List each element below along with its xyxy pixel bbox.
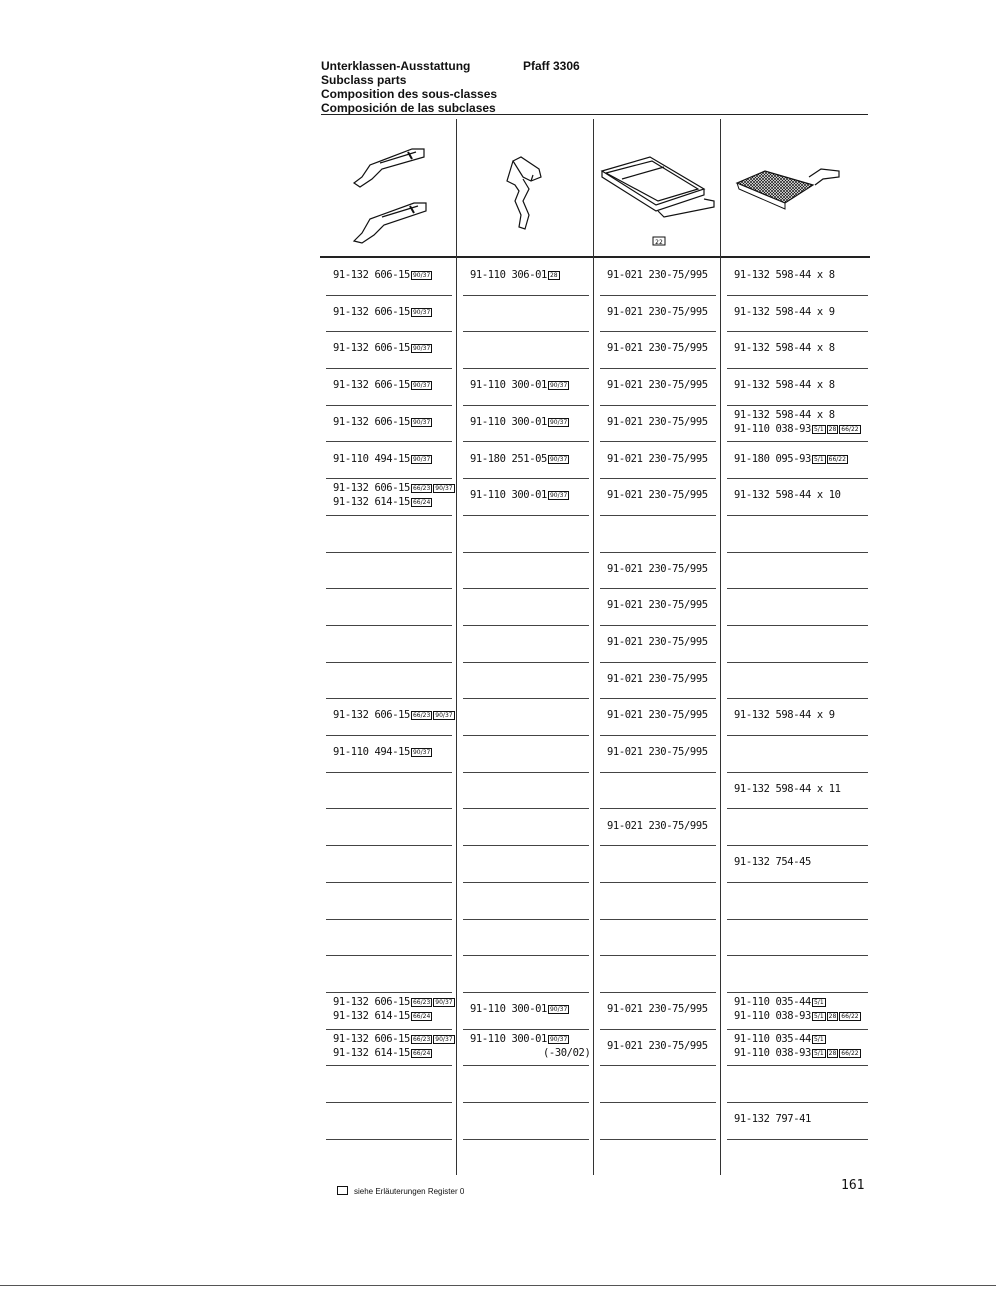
register-badge: 66/22: [841, 425, 859, 433]
register-badge: 66/23: [412, 1035, 431, 1043]
table-cell: [326, 479, 452, 516]
register-box-icon: [337, 1186, 348, 1195]
part-number: 91-132 606-15 90/37: [333, 305, 431, 318]
table-cell: [727, 443, 868, 480]
part-number: 91-021 230-75/995: [607, 489, 708, 502]
register-badge: 5/1: [813, 1049, 824, 1057]
page-number: 161: [841, 1178, 865, 1193]
table-row: [320, 406, 872, 443]
table-cell: [727, 589, 868, 626]
register-badge: 90/37: [412, 749, 431, 757]
table-cell: [326, 516, 452, 553]
table-cell: [463, 443, 589, 480]
table-cell: [727, 1066, 868, 1103]
table-row: [320, 736, 872, 773]
table-row: [320, 1030, 872, 1067]
table-row: [320, 332, 872, 369]
register-badge: 5/1: [813, 425, 824, 433]
table-row: [320, 1066, 872, 1103]
part-number: 91-132 606-15 90/37: [333, 342, 431, 355]
table-cell: [463, 993, 589, 1030]
table-cell: [326, 443, 452, 480]
part-number: 91-021 230-75/995: [607, 562, 708, 575]
table-cell: [600, 259, 716, 296]
part-number: 91-132 606-15 90/37: [333, 269, 431, 281]
part-number: 91-132 614-15 66/24: [333, 496, 431, 509]
table-cell: [727, 1103, 868, 1140]
register-badge: 90/37: [549, 455, 568, 463]
part-number: 91-110 038-93 5/1 28 66/22: [734, 422, 859, 435]
part-number: 91-132 598-44 x 9: [734, 305, 835, 318]
header-title-fr: Composition des sous-classes: [321, 87, 498, 101]
table-cell: [326, 773, 452, 810]
illustration-feed-dog: [721, 119, 871, 256]
table-cell: [727, 773, 868, 810]
table-row: [320, 1103, 872, 1140]
table-cell: [326, 883, 452, 920]
table-cell: [600, 626, 716, 663]
part-number: 91-180 095-93 5/1 66/22: [734, 452, 846, 465]
register-badge: 90/37: [412, 345, 431, 353]
part-number: 91-110 038-93 5/1 28 66/22: [734, 1010, 859, 1022]
table-cell: [326, 993, 452, 1030]
table-cell: [600, 883, 716, 920]
table-cell: [326, 1066, 452, 1103]
table-row: [320, 626, 872, 663]
table-cell: [727, 369, 868, 406]
table-row: [320, 956, 872, 993]
part-number: 91-021 230-75/995: [607, 709, 708, 722]
register-badge: 66/24: [412, 1013, 431, 1020]
illustration-badge: 22: [655, 239, 663, 246]
register-badge: 90/37: [549, 382, 568, 390]
table-cell: [600, 993, 716, 1030]
table-cell: [600, 296, 716, 333]
table-cell: [326, 332, 452, 369]
part-number: 91-021 230-75/995: [607, 342, 708, 355]
part-number: 91-021 230-75/995: [607, 305, 708, 318]
part-number: 91-021 230-75/995: [607, 672, 708, 685]
part-number: 91-132 606-15 66/23 90/37: [333, 1032, 453, 1045]
table-cell: [727, 296, 868, 333]
part-number: 91-132 797-41: [734, 1113, 811, 1126]
table-cell: [326, 810, 452, 847]
part-number: 91-021 230-75/995: [607, 819, 708, 832]
register-badge: 90/37: [549, 1035, 568, 1043]
table-cell: [326, 956, 452, 993]
table-cell: [326, 699, 452, 736]
table-cell: [727, 699, 868, 736]
table-cell: [463, 296, 589, 333]
register-badge: 5/1: [813, 1035, 824, 1043]
part-number: 91-110 038-93 5/1 28 66/22: [734, 1046, 859, 1059]
part-number: 91-132 598-44 x 10: [734, 489, 841, 502]
table-cell: [600, 443, 716, 480]
part-number: 91-021 230-75/995: [607, 746, 708, 759]
table-cell: [600, 369, 716, 406]
table-cell: [727, 516, 868, 553]
part-number: 91-132 754-45: [734, 856, 811, 869]
table-cell: [326, 369, 452, 406]
table-cell: [463, 846, 589, 883]
table-cell: [600, 332, 716, 369]
table-row: [320, 663, 872, 700]
part-number: 91-110 035-44 5/1: [734, 996, 824, 1008]
table-cell: [727, 810, 868, 847]
table-cell: [463, 736, 589, 773]
part-number: 91-180 251-05 90/37: [470, 452, 568, 465]
register-badge: 90/37: [412, 308, 431, 316]
part-number: 91-132 614-15 66/24: [333, 1010, 431, 1022]
table-row: [320, 479, 872, 516]
register-badge: 66/24: [412, 499, 431, 507]
part-number: (-30/02): [543, 1046, 591, 1059]
register-badge: 66/22: [828, 455, 846, 463]
table-cell: [326, 920, 452, 957]
footnote-text: siehe Erläuterungen Register 0: [354, 1187, 465, 1196]
illustration-knife-holder: [457, 119, 593, 256]
table-row: [320, 259, 872, 296]
header-title-en: Subclass parts: [321, 73, 407, 87]
table-cell: [326, 406, 452, 443]
table-cell: [326, 259, 452, 296]
table-cell: [463, 956, 589, 993]
header-title-de: Unterklassen-Ausstattung: [321, 59, 471, 73]
part-number: 91-110 306-01 28: [470, 269, 558, 281]
table-row: [320, 699, 872, 736]
table-cell: [600, 1030, 716, 1067]
part-number: 91-132 606-15 66/23 90/37: [333, 996, 453, 1008]
part-number: 91-021 230-75/995: [607, 379, 708, 392]
register-badge: 28: [828, 425, 837, 433]
table-cell: [727, 406, 868, 443]
table-cell: [326, 846, 452, 883]
part-number: 91-110 494-15 90/37: [333, 746, 431, 759]
table-row: [320, 553, 872, 590]
table-cell: [463, 663, 589, 700]
part-number: 91-110 300-01 90/37: [470, 489, 568, 502]
table-cell: [727, 626, 868, 663]
part-number: 91-110 300-01 90/37: [470, 415, 568, 428]
table-cell: [727, 993, 868, 1030]
header-title-es: Composición de las subclases: [321, 101, 496, 115]
table-cell: [463, 589, 589, 626]
scan-edge-line: [0, 1285, 996, 1286]
part-number: 91-132 606-15 66/23 90/37: [333, 482, 453, 495]
table-cell: [463, 259, 589, 296]
part-number: 91-132 598-44 x 8: [734, 269, 835, 281]
table-cell: [600, 956, 716, 993]
part-number: 91-132 598-44 x 8: [734, 408, 835, 421]
table-cell: [600, 406, 716, 443]
register-badge: 66/22: [841, 1049, 859, 1057]
part-number: 91-132 598-44 x 8: [734, 379, 835, 392]
register-badge: 66/24: [412, 1049, 431, 1057]
table-cell: [600, 1066, 716, 1103]
table-cell: [463, 553, 589, 590]
register-badge: 90/37: [412, 418, 431, 426]
table-cell: [600, 773, 716, 810]
table-cell: [727, 1030, 868, 1067]
table-cell: [463, 406, 589, 443]
register-badge: 5/1: [813, 455, 824, 463]
table-cell: [727, 259, 868, 296]
table-cell: [326, 626, 452, 663]
table-cell: [326, 1103, 452, 1140]
register-badge: 90/37: [435, 1035, 453, 1043]
table-cell: [600, 736, 716, 773]
register-badge: 66/22: [841, 1013, 859, 1020]
table-cell: [600, 1103, 716, 1140]
register-badge: 90/37: [412, 455, 431, 463]
part-number: 91-021 230-75/995: [607, 269, 708, 281]
part-number: 91-110 300-01 90/37: [470, 1003, 568, 1015]
footnote: [337, 1186, 464, 1196]
table-cell: [326, 589, 452, 626]
table-row: [320, 589, 872, 626]
table-cell: [600, 516, 716, 553]
table-row: [320, 296, 872, 333]
table-cell: [727, 332, 868, 369]
table-cell: [463, 883, 589, 920]
part-number: 91-132 598-44 x 8: [734, 342, 835, 355]
part-number: 91-021 230-75/995: [607, 636, 708, 648]
table-cell: [727, 479, 868, 516]
part-number: 91-021 230-75/995: [607, 599, 708, 612]
part-number: 91-132 606-15 90/37: [333, 379, 431, 392]
table-cell: [463, 332, 589, 369]
table-cell: [463, 699, 589, 736]
table-row: [320, 846, 872, 883]
parts-table: [320, 119, 872, 1175]
table-cell: [600, 920, 716, 957]
table-cell: [326, 553, 452, 590]
table-cell: [326, 736, 452, 773]
table-cell: [463, 920, 589, 957]
table-cell: [727, 736, 868, 773]
part-number: 91-132 598-44 x 9: [734, 709, 835, 722]
header-rule: [321, 114, 868, 115]
register-badge: 66/23: [412, 485, 431, 493]
register-badge: 90/37: [435, 999, 453, 1006]
table-row: [320, 773, 872, 810]
register-badge: 90/37: [435, 712, 453, 720]
register-badge: 90/37: [412, 272, 431, 279]
table-row: [320, 516, 872, 553]
illustration-cloth-plate-brackets: [320, 119, 456, 256]
table-cell: [326, 296, 452, 333]
table-cell: [600, 553, 716, 590]
table-cell: [600, 589, 716, 626]
part-number: 91-132 598-44 x 11: [734, 782, 841, 795]
table-cell: [727, 553, 868, 590]
table-cell: [727, 663, 868, 700]
table-cell: [727, 883, 868, 920]
part-number: 91-021 230-75/995: [607, 452, 708, 465]
table-cell: [463, 369, 589, 406]
table-cell: [463, 1103, 589, 1140]
part-number: 91-110 035-44 5/1: [734, 1032, 824, 1045]
part-number: 91-132 606-15 66/23 90/37: [333, 709, 453, 722]
table-cell: [600, 699, 716, 736]
table-row: [320, 993, 872, 1030]
part-number: 91-110 300-01 90/37: [470, 1032, 568, 1045]
part-number: 91-132 606-15 90/37: [333, 415, 431, 428]
table-row: [320, 883, 872, 920]
table-cell: [463, 479, 589, 516]
table-cell: [463, 810, 589, 847]
register-badge: 66/23: [412, 712, 431, 720]
table-cell: [463, 1066, 589, 1103]
part-number: 91-021 230-75/995: [607, 1039, 708, 1052]
table-cell: [326, 1030, 452, 1067]
register-badge: 5/1: [813, 1013, 824, 1020]
table-cell: [463, 516, 589, 553]
register-badge: 28: [828, 1013, 837, 1020]
part-number: 91-132 614-15 66/24: [333, 1046, 431, 1059]
part-number: 91-021 230-75/995: [607, 415, 708, 428]
register-badge: 90/37: [549, 1006, 568, 1013]
part-number: 91-110 494-15 90/37: [333, 452, 431, 465]
table-cell: [326, 663, 452, 700]
table-row: [320, 920, 872, 957]
table-row: [320, 810, 872, 847]
table-cell: [600, 663, 716, 700]
machine-model: Pfaff 3306: [523, 59, 580, 73]
register-badge: 28: [549, 272, 558, 279]
page-header: [321, 59, 881, 115]
table-cell: [463, 626, 589, 663]
register-badge: 90/37: [412, 382, 431, 390]
table-cell: [727, 956, 868, 993]
table-row: [320, 369, 872, 406]
table-cell: [463, 773, 589, 810]
register-badge: 66/23: [412, 999, 431, 1006]
part-number: 91-021 230-75/995: [607, 1003, 708, 1015]
part-number: 91-110 300-01 90/37: [470, 379, 568, 392]
register-badge: 90/37: [549, 418, 568, 426]
table-cell: [600, 810, 716, 847]
register-badge: 5/1: [813, 999, 824, 1006]
table-cell: [600, 479, 716, 516]
register-badge: 90/37: [435, 485, 453, 493]
illustration-cover-plate: [594, 119, 720, 256]
table-cell: [727, 920, 868, 957]
table-row: [320, 443, 872, 480]
table-cell: [463, 1030, 589, 1067]
illustration-separator: [320, 256, 870, 258]
register-badge: 28: [828, 1049, 837, 1057]
table-cell: [727, 846, 868, 883]
table-cell: [600, 846, 716, 883]
register-badge: 90/37: [549, 492, 568, 500]
